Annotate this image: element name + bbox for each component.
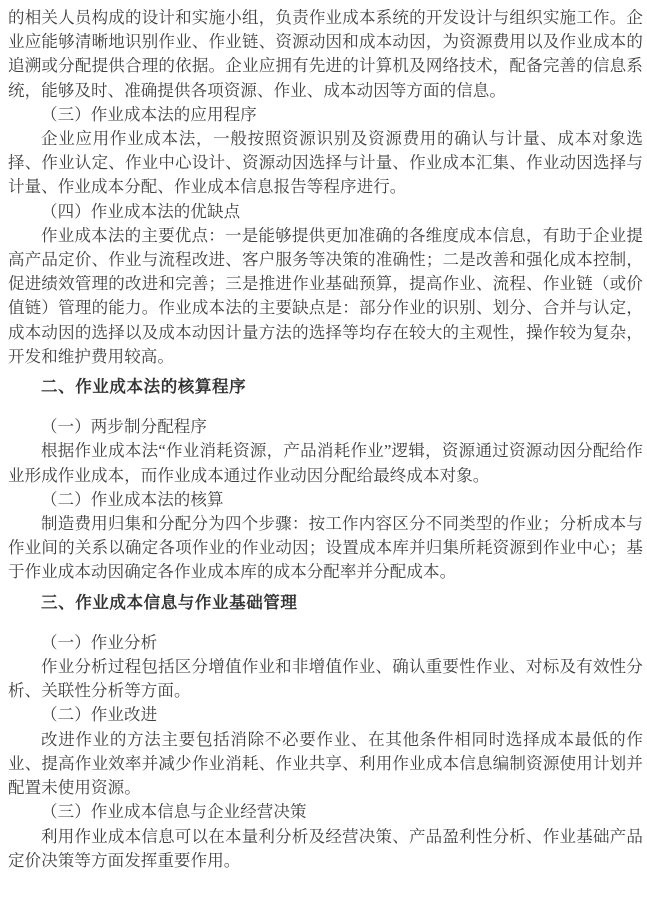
section-heading-accounting-procedure: 二、作业成本法的核算程序 bbox=[41, 378, 247, 397]
paragraph: 作业成本法的主要优点：一是能够提供更加准确的各维度成本信息，有助于企业提高产品定价、作业与流程改进、客户服务等决策的准确性；二是改善和强化成本控制，促进绩效管理的改进和完善；三是推进作业基础预算，提高作业、流程、作业链（或价值链）管理的能力。作业成本法的主要缺点是：部分作业的识别、划分、合并与认定，成本动因的选择以及成本动因计量方法的选择等均存在较大的主观性，操作较为复杂，开发和维护费用较高。 bbox=[8, 225, 643, 366]
paragraph: 改进作业的方法主要包括消除不必要作业、在其他条件相同时选择成本最低的作业、提高作业效率并减少作业消耗、作业共享、利用作业成本信息编制资源使用计划并配置未使用资源。 bbox=[8, 729, 643, 798]
paragraph: 企业应用作业成本法，一般按照资源识别及资源费用的确认与计量、成本对象选择、作业认定、作业中心设计、资源动因选择与计量、作业成本汇集、作业动因选择与计量、作业成本分配、作业成本信息报告等程序进行。 bbox=[8, 129, 643, 197]
paragraph: 根据作业成本法“作业消耗资源，产品消耗作业”逻辑，资源通过资源动因分配给作业形成作业成本，而作业成本通过作业动因分配给最终成本对象。 bbox=[8, 441, 643, 485]
section-heading-abc-info-management: 三、作业成本信息与作业基础管理 bbox=[41, 593, 298, 612]
paragraph-continuation: 的相关人员构成的设计和实施小组，负责作业成本系统的开发设计与组织实施工作。企业应能够清晰地识别作业、作业链、资源动因和成本动因，为资源费用以及作业成本的追溯或分配提供合理的依据。企业应拥有先进的计算机及网络技术，配备完善的信息系统，能够及时、准确提供各项资源、作业、成本动因等方面的信息。 bbox=[8, 8, 643, 100]
subheading-app-procedure: （三）作业成本法的应用程序 bbox=[41, 104, 257, 124]
paragraph: 利用作业成本信息可以在本量利分析及经营决策、产品盈利性分析、作业基础产品定价决策等方面发挥重要作用。 bbox=[8, 826, 643, 870]
paragraph: 制造费用归集和分配分为四个步骤：按工作内容区分不同类型的作业；分析成本与作业间的关系以确定各项作业的作业动因；设置成本库并归集所耗资源到作业中心；基于作业成本动因确定各作业成本库的成本分配率并分配成本。 bbox=[8, 514, 643, 582]
subheading-abc-accounting: （二）作业成本法的核算 bbox=[41, 489, 224, 509]
paragraph: 作业分析过程包括区分增值作业和非增值作业、确认重要性作业、对标及有效性分析、关联性分析等方面。 bbox=[8, 657, 643, 701]
subheading-business-decision: （三）作业成本信息与企业经营决策 bbox=[41, 802, 307, 822]
subheading-two-step: （一）两步制分配程序 bbox=[41, 417, 207, 437]
subheading-activity-analysis: （一）作业分析 bbox=[41, 632, 158, 652]
subheading-activity-improvement: （二）作业改进 bbox=[41, 705, 158, 725]
subheading-pros-cons: （四）作业成本法的优缺点 bbox=[41, 201, 241, 221]
